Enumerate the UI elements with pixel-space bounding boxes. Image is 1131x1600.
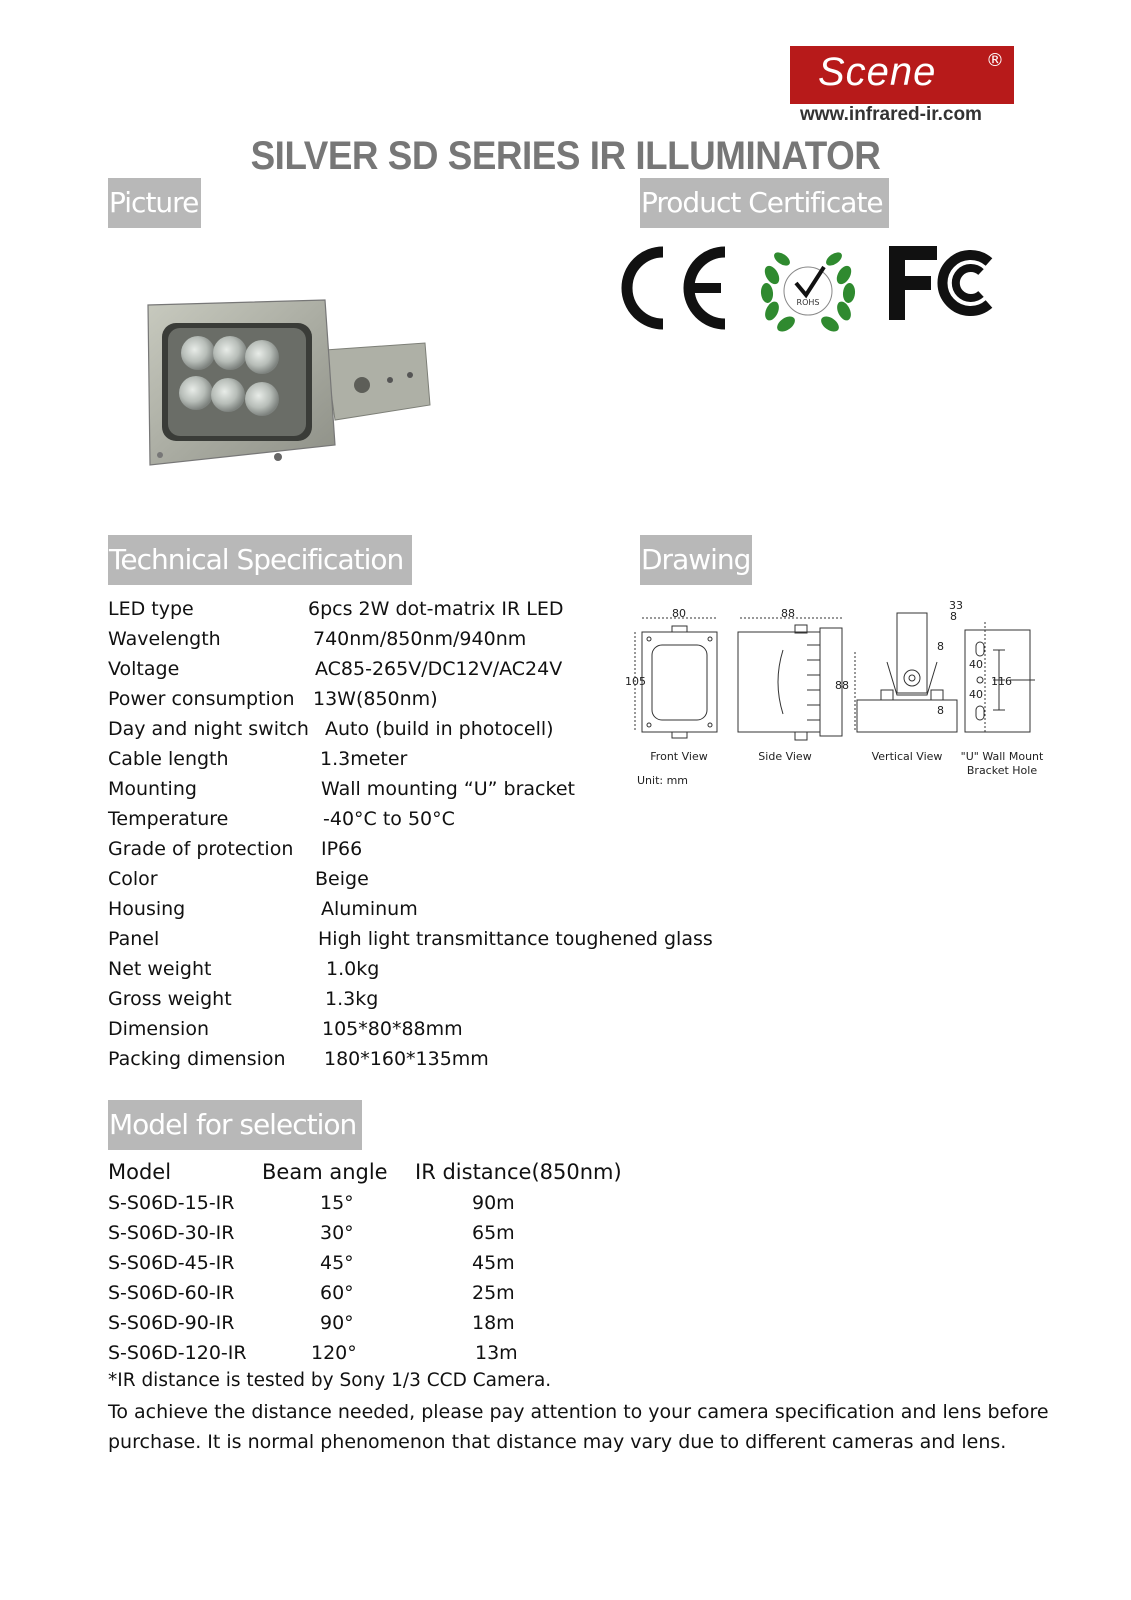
section-drawing: Drawing — [640, 535, 752, 585]
model-ir-distance: 65m — [472, 1222, 515, 1244]
spec-value: High light transmittance toughened glass — [318, 928, 713, 950]
spec-label: Cable length — [108, 748, 229, 770]
dim-40-top: 40 — [969, 658, 983, 671]
spec-label: Packing dimension — [108, 1048, 286, 1070]
dim-88-side: 88 — [781, 607, 795, 620]
note-line-1: To achieve the distance needed, please pay attention to your camera specification and lens before — [108, 1401, 1049, 1423]
model-header-distance: IR distance(850nm) — [415, 1160, 622, 1184]
dim-33: 33 — [949, 599, 963, 612]
spec-label: Panel — [108, 928, 160, 950]
spec-value: 1.3meter — [320, 748, 408, 770]
label-bracket-line2: Bracket Hole — [966, 764, 1038, 777]
spec-value: 1.3kg — [325, 988, 379, 1010]
section-certificate: Product Certificate — [640, 178, 889, 228]
brand-name: Scene — [818, 50, 937, 94]
spec-label: Wavelength — [108, 628, 221, 650]
spec-label: Housing — [108, 898, 186, 920]
model-beam-angle: 60° — [320, 1282, 354, 1304]
ce-mark-icon — [615, 240, 735, 335]
spec-value: 180*160*135mm — [324, 1048, 489, 1070]
spec-label: Mounting — [108, 778, 197, 800]
spec-value: AC85-265V/DC12V/AC24V — [315, 658, 563, 680]
label-vertical-view: Vertical View — [871, 750, 943, 763]
rohs-mark-icon — [758, 245, 858, 333]
dim-80: 80 — [672, 607, 686, 620]
dim-8-top: 8 — [950, 610, 957, 623]
model-name: S-S06D-45-IR — [108, 1252, 235, 1274]
model-name: S-S06D-90-IR — [108, 1312, 235, 1334]
dim-88-vertical: 88 — [835, 679, 849, 692]
model-ir-distance: 18m — [472, 1312, 515, 1334]
spec-label: Grade of protection — [108, 838, 294, 860]
label-front-view: Front View — [650, 750, 708, 763]
spec-value: 13W(850nm) — [313, 688, 438, 710]
label-bracket-line1: "U" Wall Mount — [960, 750, 1044, 763]
spec-label: Gross weight — [108, 988, 232, 1010]
dim-8-mid: 8 — [937, 640, 944, 653]
spec-value: Aluminum — [321, 898, 418, 920]
spec-label: LED type — [108, 598, 194, 620]
page-title: SILVER SD SERIES IR ILLUMINATOR — [250, 134, 881, 178]
model-name: S-S06D-60-IR — [108, 1282, 235, 1304]
footnote: *IR distance is tested by Sony 1/3 CCD Camera. — [108, 1370, 552, 1391]
brand-logo — [790, 46, 1014, 104]
section-tech-spec: Technical Specification — [108, 535, 412, 585]
spec-value: IP66 — [321, 838, 363, 860]
dim-116: 116 — [991, 675, 1012, 688]
spec-label: Voltage — [108, 658, 180, 680]
model-ir-distance: 25m — [472, 1282, 515, 1304]
dim-105: 105 — [625, 675, 646, 688]
spec-value: 105*80*88mm — [322, 1018, 463, 1040]
model-header-model: Model — [108, 1160, 172, 1184]
model-ir-distance: 45m — [472, 1252, 515, 1274]
spec-value: -40°C to 50°C — [323, 808, 455, 830]
rohs-label: ROHS — [796, 298, 820, 307]
spec-value: Beige — [315, 868, 369, 890]
spec-value: 6pcs 2W dot-matrix IR LED — [308, 598, 564, 620]
note-line-2: purchase. It is normal phenomenon that distance may vary due to different cameras and lens. — [108, 1431, 1007, 1453]
spec-label: Net weight — [108, 958, 212, 980]
model-beam-angle: 15° — [320, 1192, 354, 1214]
spec-value: Auto (build in photocell) — [325, 718, 554, 740]
spec-label: Day and night switch — [108, 718, 309, 740]
spec-label: Temperature — [108, 808, 229, 830]
model-header-beam: Beam angle — [262, 1160, 388, 1184]
spec-label: Dimension — [108, 1018, 209, 1040]
model-ir-distance: 13m — [475, 1342, 518, 1364]
section-models: Model for selection — [108, 1100, 362, 1150]
model-beam-angle: 30° — [320, 1222, 354, 1244]
model-beam-angle: 45° — [320, 1252, 354, 1274]
registered-mark: ® — [986, 50, 1004, 71]
model-ir-distance: 90m — [472, 1192, 515, 1214]
technical-drawing — [625, 599, 1045, 805]
brand-url: www.infrared-ir.com — [800, 104, 982, 125]
product-image — [140, 295, 440, 480]
spec-value: Wall mounting “U” bracket — [321, 778, 575, 800]
spec-label: Power consumption — [108, 688, 295, 710]
spec-value: 1.0kg — [326, 958, 380, 980]
spec-label: Color — [108, 868, 158, 890]
section-picture: Picture — [108, 178, 201, 228]
model-name: S-S06D-120-IR — [108, 1342, 247, 1364]
dim-8-bottom: 8 — [937, 704, 944, 717]
model-beam-angle: 90° — [320, 1312, 354, 1334]
model-name: S-S06D-15-IR — [108, 1192, 235, 1214]
model-name: S-S06D-30-IR — [108, 1222, 235, 1244]
fcc-mark-icon — [885, 242, 1005, 327]
model-beam-angle: 120° — [311, 1342, 357, 1364]
spec-value: 740nm/850nm/940nm — [313, 628, 527, 650]
label-side-view: Side View — [758, 750, 812, 763]
dim-40-bottom: 40 — [969, 688, 983, 701]
label-unit: Unit: mm — [637, 774, 689, 787]
